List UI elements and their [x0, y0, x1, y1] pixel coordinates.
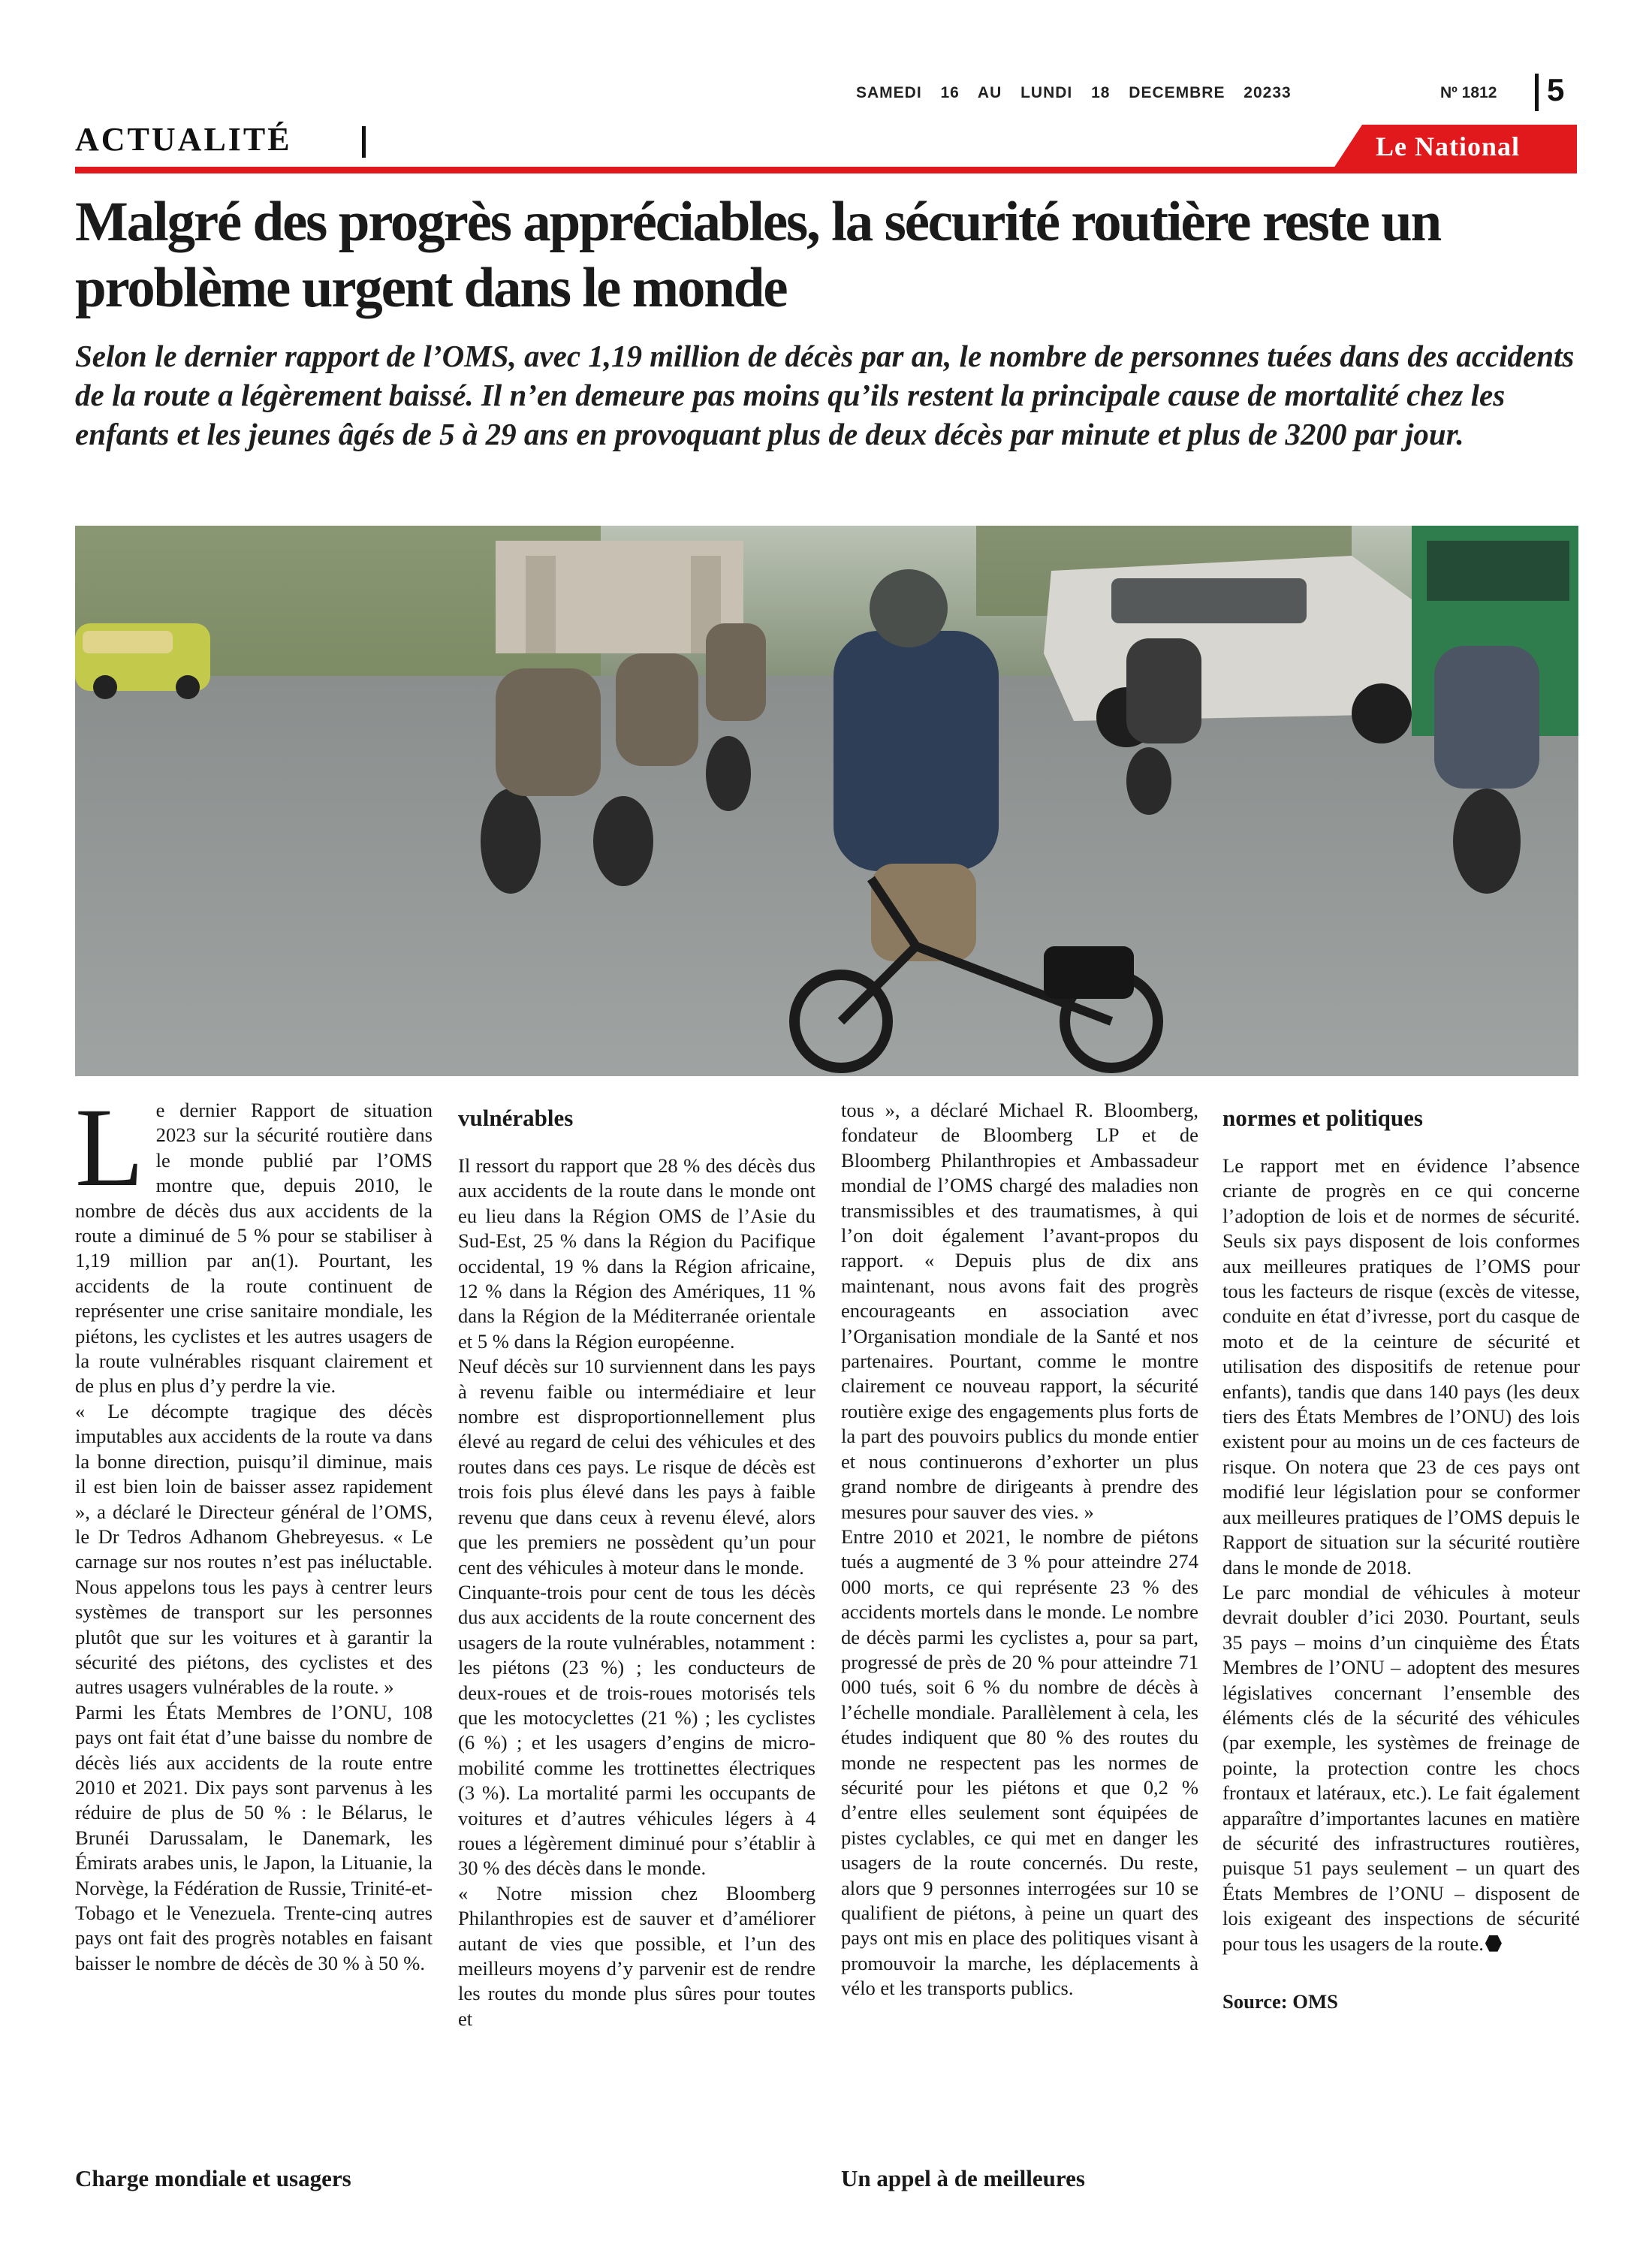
brand-name: Le National — [1376, 131, 1521, 161]
body-paragraph: « Le décompte tragique des décès imputables aux accidents de la route va dans la bonne direction, puisqu’il diminue, mais il est bien loin de baisser assez rapidement », a déclaré le Directeur général de l’OMS, le Dr Tedros Adhanom Ghebreyesus. « Le carnage sur nos routes n’est pas inéluctable. Nous appelons tous les pays à centrer leurs systèmes de transport sur les personnes plutôt que sur les voitures et à garantir la sécurité des piétons, des cyclistes et des autres usagers vulnérables de la route. » — [75, 1399, 433, 1699]
issue-number: Nº 1812 — [1440, 84, 1497, 101]
subheading: Charge mondiale et usagers — [75, 2165, 351, 2191]
article-column-4 — [1222, 1098, 1580, 2232]
body-paragraph-text: Le parc mondial de véhicules à moteur devrait doubler d’ici 2030. Pourtant, seuls 35 pays – moins d’un cinquième des États Membres de l’ONU – adoptent des mesures législatives concernant l’ensemble des éléments clés de la sécurité des véhicules (par exemple, les systèmes de freinage de pointe, la protection contre les chocs frontaux et latéraux, etc.). Le fait également apparaître d’importantes lacunes en matière de sécurité des infrastructures routières, puisque 51 pays seulement – un quart des États Membres de l’ONU – disposent de lois exigeant des inspections de sécurité pour tous les usagers de la route. — [1222, 1580, 1580, 1955]
end-of-article-icon — [1485, 1935, 1502, 1952]
article-column-1 — [75, 1085, 433, 2232]
street-traffic-photo — [75, 526, 1578, 1076]
body-paragraph: Le rapport met en évidence l’absence criante de progrès en ce qui concerne l’adoption de lois et de normes de sécurité. Seuls six pays disposent de lois conformes aux meilleures pratiques de l’OMS pour tous les facteurs de risque (excès de vitesse, conduite en état d’ivresse, port du casque de moto et de la ceinture de sécurité et utilisation des dispositifs de retenue pour enfants), tandis que dans 140 pays (les deux tiers des États Membres de l’ONU) des lois existent pour au moins un de ces facteurs de risque. On notera que 23 de ces pays ont modifié leur législation pour se conformer aux meilleures pratiques de l’OMS depuis le Rapport de situation sur la sécurité routière dans le monde de 2018. — [1222, 1154, 1580, 1579]
photo-illustration — [75, 526, 1578, 1076]
section-label: ACTUALITÉ — [75, 121, 292, 158]
article-column-3 — [841, 1098, 1198, 2232]
drop-cap: L — [75, 1085, 144, 1210]
body-paragraph — [1222, 1580, 1580, 1956]
page-number-divider — [1535, 74, 1539, 111]
section-divider — [362, 126, 366, 158]
body-paragraph: Cinquante-trois pour cent de tous les décès dus aux accidents de la route concernent des usagers de la route vulnérables, notamment : les piétons (23 %) ; les conducteurs de deux-roues et de trois-roues motorisés tels que les motocyclettes (21 %) ; les cyclistes (6 %) ; et les usagers d’engins de micro-mobilité comme les trottinettes électriques (3 %). La mortalité parmi les occupants de voitures et d’autres véhicules légers à 4 roues a légèrement diminué pour s’établir à 30 % des décès dans le monde. — [458, 1580, 815, 1880]
page-number: 5 — [1547, 72, 1565, 107]
body-paragraph: Entre 2010 et 2021, le nombre de piétons tués a augmenté de 3 % pour atteindre 274 000 morts, ce qui représente 23 % des accidents mortels dans le monde. Le nombre de décès parmi les cyclistes a, pour sa part, progressé de près de 20 % pour atteindre 71 000 tués, soit 6 % du nombre de décès à l’échelle mondiale. Parallèlement à cela, les études indiquent que 80 % des routes du monde ne respectent pas les normes de sécurité pour les piétons et que 0,2 % d’entre elles seulement sont équipées de pistes cyclables, ce qui met en danger les usagers de la route concernés. Du reste, alors que 9 personnes interrogées sur 10 se qualifient de piétons, à peine un quart des pays ont mis en place des politiques visant à promouvoir la marche, les déplacements à vélo et les transports publics. — [841, 1525, 1198, 2000]
body-paragraph: tous », a déclaré Michael R. Bloomberg, fondateur de Bloomberg LP et de Bloomberg Philanthropies et Ambassadeur mondial de l’OMS chargé des maladies non transmissibles et des traumatismes, à qui l’on doit également l’avant-propos du rapport. « Depuis plus de dix ans maintenant, nous avons fait des progrès encourageants en association avec l’Organisation mondiale de la Santé et nos partenaires. Pourtant, comme le montre clairement ce nouveau rapport, la sécurité routière exige des engagements plus forts de la part des pouvoirs publics du monde entier et nous continuerons d’exhorter un plus grand nombre de dirigeants à prendre des mesures pour sauver des vies. » — [841, 1099, 1198, 1523]
subheading: normes et politiques — [1222, 1105, 1423, 1131]
issue-date: SAMEDI 16 AU LUNDI 18 DECEMBRE 20233 — [856, 84, 1292, 101]
article-headline: Malgré des progrès appréciables, la sécurité routière reste un problème urgent dans le monde — [75, 191, 1441, 319]
article-column-2 — [458, 1098, 815, 2232]
subheading: vulnérables — [458, 1105, 574, 1131]
body-paragraph: « Notre mission chez Bloomberg Philanthropies est de sauver et d’améliorer autant de vies que possible, et l’un des meilleurs moyens d’y parvenir est de rendre les routes du monde plus sûres pour toutes et — [458, 1881, 815, 2030]
body-paragraph: Neuf décès sur 10 surviennent dans les pays à revenu faible ou intermédiaire et leur nombre est disproportionnellement plus élevé au regard de celui des véhicules et des routes dans ces pays. Le risque de décès est trois fois plus élevé dans les pays à faible revenu que dans ceux à revenu élevé, alors que les premiers ne possèdent qu’un pour cent des véhicules à moteur dans le monde. — [458, 1355, 815, 1579]
body-paragraph: Il ressort du rapport que 28 % des décès dus aux accidents de la route dans le monde ont eu lieu dans la Région OMS de l’Asie du Sud-Est, 25 % dans la Région du Pacifique occidental, 19 % dans la Région africaine, 12 % dans la Région des Amériques, 11 % dans la Région de la Méditerranée orientale et 5 % dans la Région européenne. — [458, 1154, 815, 1353]
article-source: Source: OMS — [1222, 1990, 1338, 2013]
body-paragraph: e dernier Rapport de situation 2023 sur la sécurité routière dans le monde publié par l’OMS montre que, depuis 2010, le nombre de décès dus aux accidents de la route a diminué de 5 % pour se stabiliser à 1,19 million par an(1). Pourtant, les accidents de la route continuent de représenter une crise sanitaire mondiale, les piétons, les cyclistes et les autres usagers de la route vulnérables risquant clairement et de plus en plus d’y perdre la vie. — [75, 1099, 433, 1398]
body-paragraph: Parmi les États Membres de l’ONU, 108 pays ont fait état d’une baisse du nombre de décès liés aux accidents de la route entre 2010 et 2021. Dix pays sont parvenus à les réduire de plus de 50 % : le Bélarus, le Brunéi Darussalam, le Danemark, les Émirats arabes unis, le Japon, la Lituanie, la Norvège, la Fédération de Russie, Trinité-et-Tobago et le Venezuela. Trente-cinq autres pays ont fait des progrès notables en faisant baisser le nombre de décès de 30 % à 50 %. — [75, 1700, 433, 1974]
article-standfirst: Selon le dernier rapport de l’OMS, avec 1,19 million de décès par an, le nombre de personnes tuées dans des accidents de la route a légèrement baissé. Il n’en demeure pas moins qu’ils restent la principale cause de mortalité chez les enfants et les jeunes âgés de 5 à 29 ans en provoquant plus de deux décès par minute et plus de 3200 par jour. — [75, 339, 1575, 451]
subheading: Un appel à de meilleures — [841, 2165, 1085, 2191]
